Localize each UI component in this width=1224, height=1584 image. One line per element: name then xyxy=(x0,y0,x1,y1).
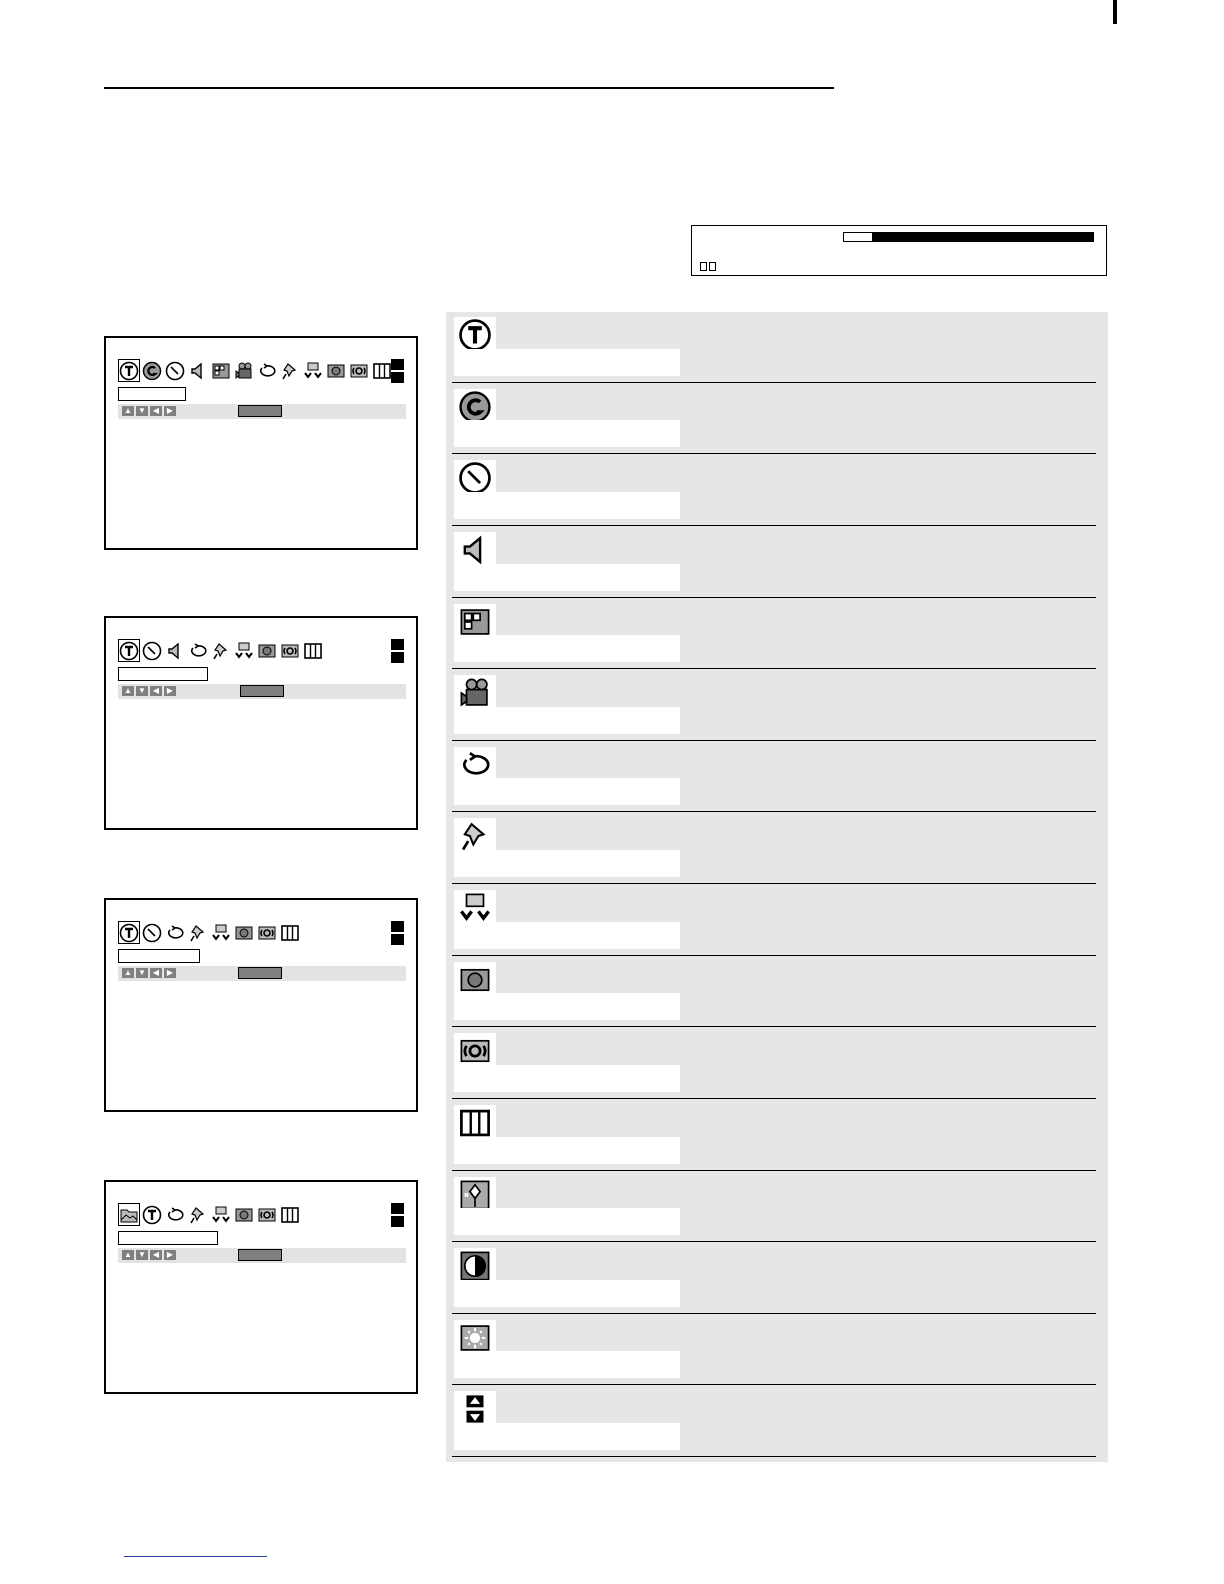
legend-row xyxy=(452,1317,1096,1389)
legend-label-field xyxy=(454,707,680,734)
title-icon[interactable] xyxy=(118,639,140,662)
panel-icon[interactable] xyxy=(279,1203,301,1226)
legend-label-field xyxy=(454,492,680,519)
bookmark-icon[interactable] xyxy=(187,921,209,944)
repeat-icon[interactable] xyxy=(164,1203,186,1226)
arrow-keys xyxy=(122,1250,176,1260)
enter-button[interactable] xyxy=(238,967,282,979)
legend-divider xyxy=(452,1456,1096,1457)
legend-divider xyxy=(452,453,1096,454)
selected-label-box xyxy=(118,387,186,401)
audio-icon[interactable] xyxy=(187,359,209,382)
legend-row xyxy=(452,529,1096,601)
status-display xyxy=(691,225,1107,276)
osd-screen-mp3 xyxy=(104,1180,418,1394)
legend-label-field xyxy=(454,1137,680,1164)
legend-label-field xyxy=(454,349,680,376)
osd-icon-row xyxy=(118,359,393,382)
selected-label-box xyxy=(118,667,208,681)
osd-icon-row xyxy=(118,1203,301,1226)
camera-icon[interactable] xyxy=(233,921,255,944)
enter-button[interactable] xyxy=(240,685,284,697)
zoom-icon[interactable] xyxy=(210,921,232,944)
legend-label-field xyxy=(454,635,680,662)
angle-icon xyxy=(454,675,496,711)
osd-screen-vcd xyxy=(104,616,418,830)
legend-divider xyxy=(452,1170,1096,1171)
header-rule xyxy=(104,87,834,89)
legend-label-field xyxy=(454,1351,680,1378)
right-arrow-icon: ▶ xyxy=(164,1250,176,1260)
time-icon[interactable] xyxy=(141,639,163,662)
surround-icon[interactable] xyxy=(348,359,370,382)
navigation-bar xyxy=(118,404,406,419)
zoom-icon[interactable] xyxy=(210,1203,232,1226)
icon-legend xyxy=(446,312,1108,1462)
legend-label-field xyxy=(454,850,680,877)
zoom-icon[interactable] xyxy=(233,639,255,662)
legend-divider xyxy=(452,597,1096,598)
title-icon[interactable] xyxy=(118,921,140,944)
footer-link-underline xyxy=(124,1556,267,1557)
legend-label-field xyxy=(454,1423,680,1450)
repeat-icon[interactable] xyxy=(164,921,186,944)
repeat-icon[interactable] xyxy=(256,359,278,382)
osd-icon-row xyxy=(118,639,324,662)
legend-label-field xyxy=(454,1065,680,1092)
title-icon[interactable] xyxy=(141,1203,163,1226)
legend-divider xyxy=(452,668,1096,669)
legend-label-field xyxy=(454,420,680,447)
legend-label-field xyxy=(454,564,680,591)
surround-icon[interactable] xyxy=(256,1203,278,1226)
legend-row xyxy=(452,744,1096,816)
folder-icon[interactable] xyxy=(118,1203,140,1226)
legend-divider xyxy=(452,1241,1096,1242)
down-arrow-icon: ▼ xyxy=(136,686,148,696)
selected-label-box xyxy=(118,1231,218,1245)
selected-label-box xyxy=(118,949,200,963)
scroll-icon[interactable] xyxy=(391,359,404,383)
title-icon xyxy=(454,317,496,353)
level-meter-fill xyxy=(843,232,873,242)
arrow-keys xyxy=(122,406,176,416)
time-icon[interactable] xyxy=(141,921,163,944)
legend-label-field xyxy=(454,1208,680,1235)
legend-row xyxy=(452,959,1096,1031)
down-arrow-icon: ▼ xyxy=(136,968,148,978)
surround-icon[interactable] xyxy=(256,921,278,944)
navigation-bar xyxy=(118,966,406,981)
legend-row xyxy=(452,672,1096,744)
scroll-icon xyxy=(454,1391,496,1427)
legend-row xyxy=(452,887,1096,959)
page-edge-bar xyxy=(1113,0,1117,24)
legend-divider xyxy=(452,740,1096,741)
bookmark-icon[interactable] xyxy=(210,639,232,662)
level-meter xyxy=(843,232,1094,242)
arrow-keys xyxy=(122,686,176,696)
legend-divider xyxy=(452,1098,1096,1099)
dolby-double-d-icon xyxy=(700,262,716,271)
osd-icon-row xyxy=(118,921,301,944)
subtitle-icon[interactable] xyxy=(210,359,232,382)
legend-divider xyxy=(452,1313,1096,1314)
up-arrow-icon: ▲ xyxy=(122,686,134,696)
left-arrow-icon: ◀ xyxy=(150,1250,162,1260)
up-arrow-icon: ▲ xyxy=(122,406,134,416)
zoom-icon xyxy=(454,890,496,926)
legend-row xyxy=(452,1030,1096,1102)
bookmark-icon[interactable] xyxy=(279,359,301,382)
legend-row xyxy=(452,1174,1096,1246)
panel-icon[interactable] xyxy=(279,921,301,944)
legend-divider xyxy=(452,382,1096,383)
legend-label-field xyxy=(454,922,680,949)
legend-row xyxy=(452,457,1096,529)
down-arrow-icon: ▼ xyxy=(136,406,148,416)
left-arrow-icon: ◀ xyxy=(150,406,162,416)
zoom-icon[interactable] xyxy=(302,359,324,382)
title-icon[interactable] xyxy=(118,359,140,382)
right-arrow-icon: ▶ xyxy=(164,968,176,978)
time-icon[interactable] xyxy=(164,359,186,382)
legend-divider xyxy=(452,525,1096,526)
audio-icon[interactable] xyxy=(164,639,186,662)
scroll-icon[interactable] xyxy=(391,639,404,663)
legend-divider xyxy=(452,811,1096,812)
legend-divider xyxy=(452,1026,1096,1027)
legend-row xyxy=(452,1388,1096,1460)
right-arrow-icon: ▶ xyxy=(164,406,176,416)
osd-screen-cd xyxy=(104,898,418,1112)
surround-icon[interactable] xyxy=(279,639,301,662)
chapter-icon[interactable] xyxy=(141,359,163,382)
audio-icon xyxy=(454,532,496,568)
left-arrow-icon: ◀ xyxy=(150,968,162,978)
down-arrow-icon: ▼ xyxy=(136,1250,148,1260)
panel-icon[interactable] xyxy=(371,359,393,382)
legend-row xyxy=(452,815,1096,887)
panel-icon xyxy=(454,1105,496,1141)
legend-label-field xyxy=(454,778,680,805)
subtitle-icon xyxy=(454,604,496,640)
arrow-keys xyxy=(122,968,176,978)
panel-icon[interactable] xyxy=(302,639,324,662)
chapter-icon xyxy=(454,389,496,425)
osd-screen-dvd xyxy=(104,336,418,550)
right-arrow-icon: ▶ xyxy=(164,686,176,696)
sharpness-icon xyxy=(454,1177,496,1213)
angle-icon[interactable] xyxy=(233,359,255,382)
scroll-icon[interactable] xyxy=(391,921,404,945)
surround-icon xyxy=(454,1033,496,1069)
camera-icon xyxy=(454,962,496,998)
navigation-bar xyxy=(118,1248,406,1263)
repeat-icon xyxy=(454,747,496,783)
contrast-icon xyxy=(454,1248,496,1284)
legend-divider xyxy=(452,955,1096,956)
legend-row xyxy=(452,1245,1096,1317)
legend-label-field xyxy=(454,1280,680,1307)
legend-divider xyxy=(452,883,1096,884)
left-arrow-icon: ◀ xyxy=(150,686,162,696)
up-arrow-icon: ▲ xyxy=(122,1250,134,1260)
camera-icon[interactable] xyxy=(233,1203,255,1226)
legend-row xyxy=(452,314,1096,386)
brightness-icon xyxy=(454,1320,496,1356)
navigation-bar xyxy=(118,684,406,699)
legend-label-field xyxy=(454,993,680,1020)
time-icon xyxy=(454,460,496,496)
legend-row xyxy=(452,1102,1096,1174)
bookmark-icon[interactable] xyxy=(187,1203,209,1226)
up-arrow-icon: ▲ xyxy=(122,968,134,978)
enter-button[interactable] xyxy=(238,1249,282,1261)
enter-button[interactable] xyxy=(238,405,282,417)
legend-row xyxy=(452,386,1096,458)
legend-row xyxy=(452,601,1096,673)
legend-divider xyxy=(452,1384,1096,1385)
camera-icon[interactable] xyxy=(325,359,347,382)
scroll-icon[interactable] xyxy=(391,1203,404,1227)
repeat-icon[interactable] xyxy=(187,639,209,662)
camera-icon[interactable] xyxy=(256,639,278,662)
bookmark-icon xyxy=(454,818,496,854)
